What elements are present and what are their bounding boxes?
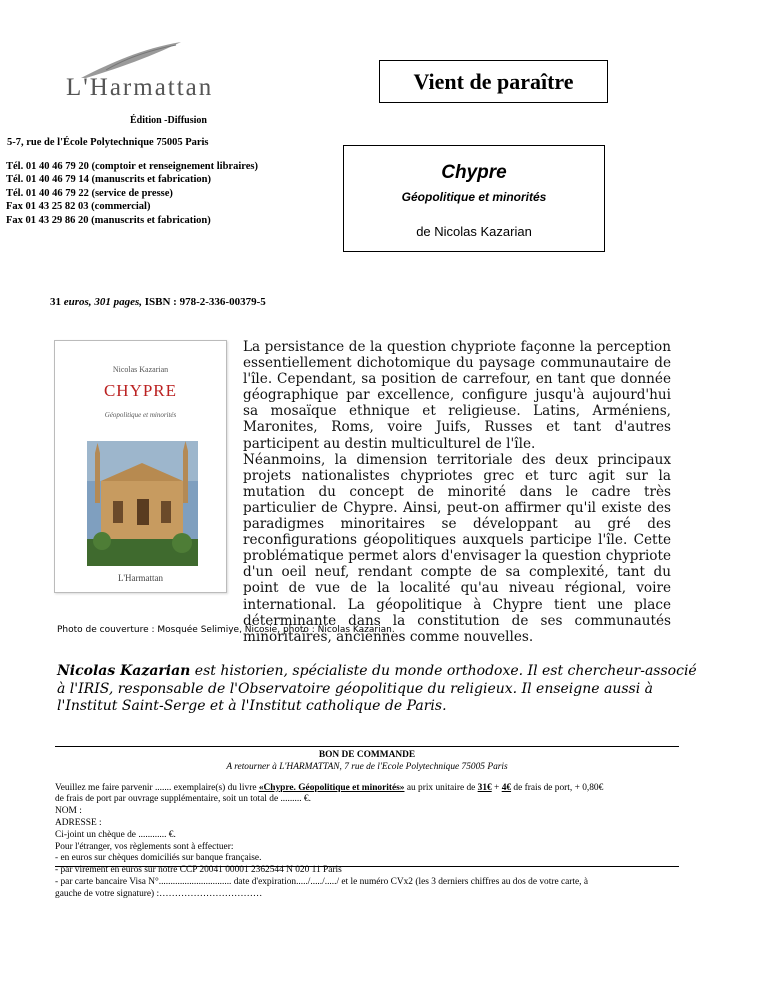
banner-title: Vient de paraître <box>379 60 608 103</box>
order-line: Pour l'étranger, vos règlements sont à effectuer: <box>55 841 234 852</box>
order-line: de frais de port par ouvrage supplémentaire, soit un total de ......... €. <box>55 794 311 805</box>
book-title-box <box>343 145 605 252</box>
cover-photo <box>87 441 198 566</box>
contact-line: Tél. 01 40 46 79 20 (comptoir et renseignement libraires) <box>6 161 258 172</box>
order-shipping-price: 4€ <box>501 782 512 793</box>
publisher-address: 5-7, rue de l'École Polytechnique 75005 Paris <box>7 137 209 148</box>
contact-list <box>6 160 258 227</box>
order-line: - en euros sur chèques domiciliés sur banque française. <box>55 853 262 864</box>
order-text: au prix unitaire de <box>404 782 478 793</box>
book-description <box>243 339 671 645</box>
page-unit: pages, <box>113 296 142 308</box>
book-subtitle: Géopolitique et minorités <box>401 190 547 204</box>
bio-text: est historien, spécialiste du monde orthodoxe. Il est chercheur-associé à l'IRIS, responsable de l'Observatoire géopolitique du religieux. Il enseigne aussi à l'Institut Saint-Serge et à l'Institut catholique de Paris. <box>57 663 697 714</box>
order-line: - par virement en euros sur notre CCP 20041 00001 2362544 N 020 11 Paris <box>55 865 342 876</box>
order-form <box>55 746 679 899</box>
order-text: + <box>491 782 502 793</box>
contact-line: Tél. 01 40 46 79 22 (service de presse) <box>6 187 173 199</box>
order-text: de frais de port, + 0,80€ <box>511 782 604 793</box>
logo-text: L'Harmattan <box>66 74 214 101</box>
author-bio <box>57 663 697 716</box>
isbn: ISBN : 978-2-336-00379-5 <box>144 296 266 308</box>
book-details <box>50 296 266 308</box>
contact-line: Fax 01 43 29 86 20 (manuscrits et fabrication) <box>6 214 211 226</box>
price: 31 <box>50 296 61 308</box>
description-paragraph: Néanmoins, la dimension territoriale des deux principaux projets nationalistes chypriotes grec et turc agit sur la mutation du concept de minorité dans le cadre très particulier de Chypre. Ainsi, peut-on affirmer qu'il existe des paradigmes minoritaires se développant au gré des reconfigurations géopolitiques auxquels participe l'île. Cette problématique permet alors d'envisager la question chypriote d'un oeil neuf, rendant compte de sa complexité, tant du point de vue de la localité qu'au niveau régional, voire international. La géopolitique à Chypre tient une place déterminante dans la constitution de ses communautés minoritaires, anciennes comme nouvelles. <box>243 451 671 645</box>
order-line <box>55 783 679 795</box>
price-unit: euros, <box>63 296 92 308</box>
contact-line: Fax 01 43 25 82 03 (commercial) <box>6 201 151 213</box>
order-line: ADRESSE : <box>55 817 102 828</box>
order-text: Veuillez me faire parvenir ....... exemplaire(s) du livre <box>55 782 259 793</box>
order-unit-price: 31€ <box>477 782 492 793</box>
cover-title: CHYPRE <box>103 381 178 400</box>
order-line: - par carte bancaire Visa N°............................... date d'expiration...../...../...../ et le numéro CVx2 (les 3 derniers chiffres au dos de votre carte, à <box>55 876 589 887</box>
order-subheading: A retourner à L'HARMATTAN, 7 rue de l'Ecole Polytechnique 75005 Paris <box>226 761 508 772</box>
cover-subtitle: Géopolitique et minorités <box>104 411 177 419</box>
order-body <box>55 783 679 901</box>
book-title: Chypre <box>441 162 507 183</box>
order-line: NOM : <box>55 806 82 817</box>
cover-publisher-logo: L'Harmattan <box>117 573 164 583</box>
page-count: 301 <box>94 296 111 308</box>
order-heading: BON DE COMMANDE <box>318 750 416 760</box>
order-book-title: «Chypre. Géopolitique et minorités» <box>258 782 405 793</box>
publisher-logo <box>66 46 266 106</box>
description-paragraph: La persistance de la question chypriote façonne la perception essentiellement dichotomique du paysage communautaire de l'île. Cependant, sa position de carrefour, en tant que donnée géographique par excellence, configure jusqu'à aujourd'hui sa mosaïque ethnique et religieuse. Latins, Arméniens, Maronites, Roms, voire Juifs, Russes et tant d'autres participent au destin multiculturel de l'île. <box>243 339 671 452</box>
author-name: Nicolas Kazarian <box>57 663 191 679</box>
edition-label: Édition -Diffusion <box>130 115 207 126</box>
book-cover <box>54 340 227 593</box>
book-author: de Nicolas Kazarian <box>416 224 532 239</box>
photo-credit: Photo de couverture : Mosquée Selimiye, Nicosie, photo : Nicolas Kazarian. <box>57 625 395 635</box>
cover-author: Nicolas Kazarian <box>112 365 169 374</box>
order-line: Ci-joint un chèque de ............ €. <box>55 829 176 840</box>
contact-line: Tél. 01 40 46 79 14 (manuscrits et fabrication) <box>6 174 212 186</box>
order-line: gauche de votre signature) :…………………………… <box>55 888 263 899</box>
